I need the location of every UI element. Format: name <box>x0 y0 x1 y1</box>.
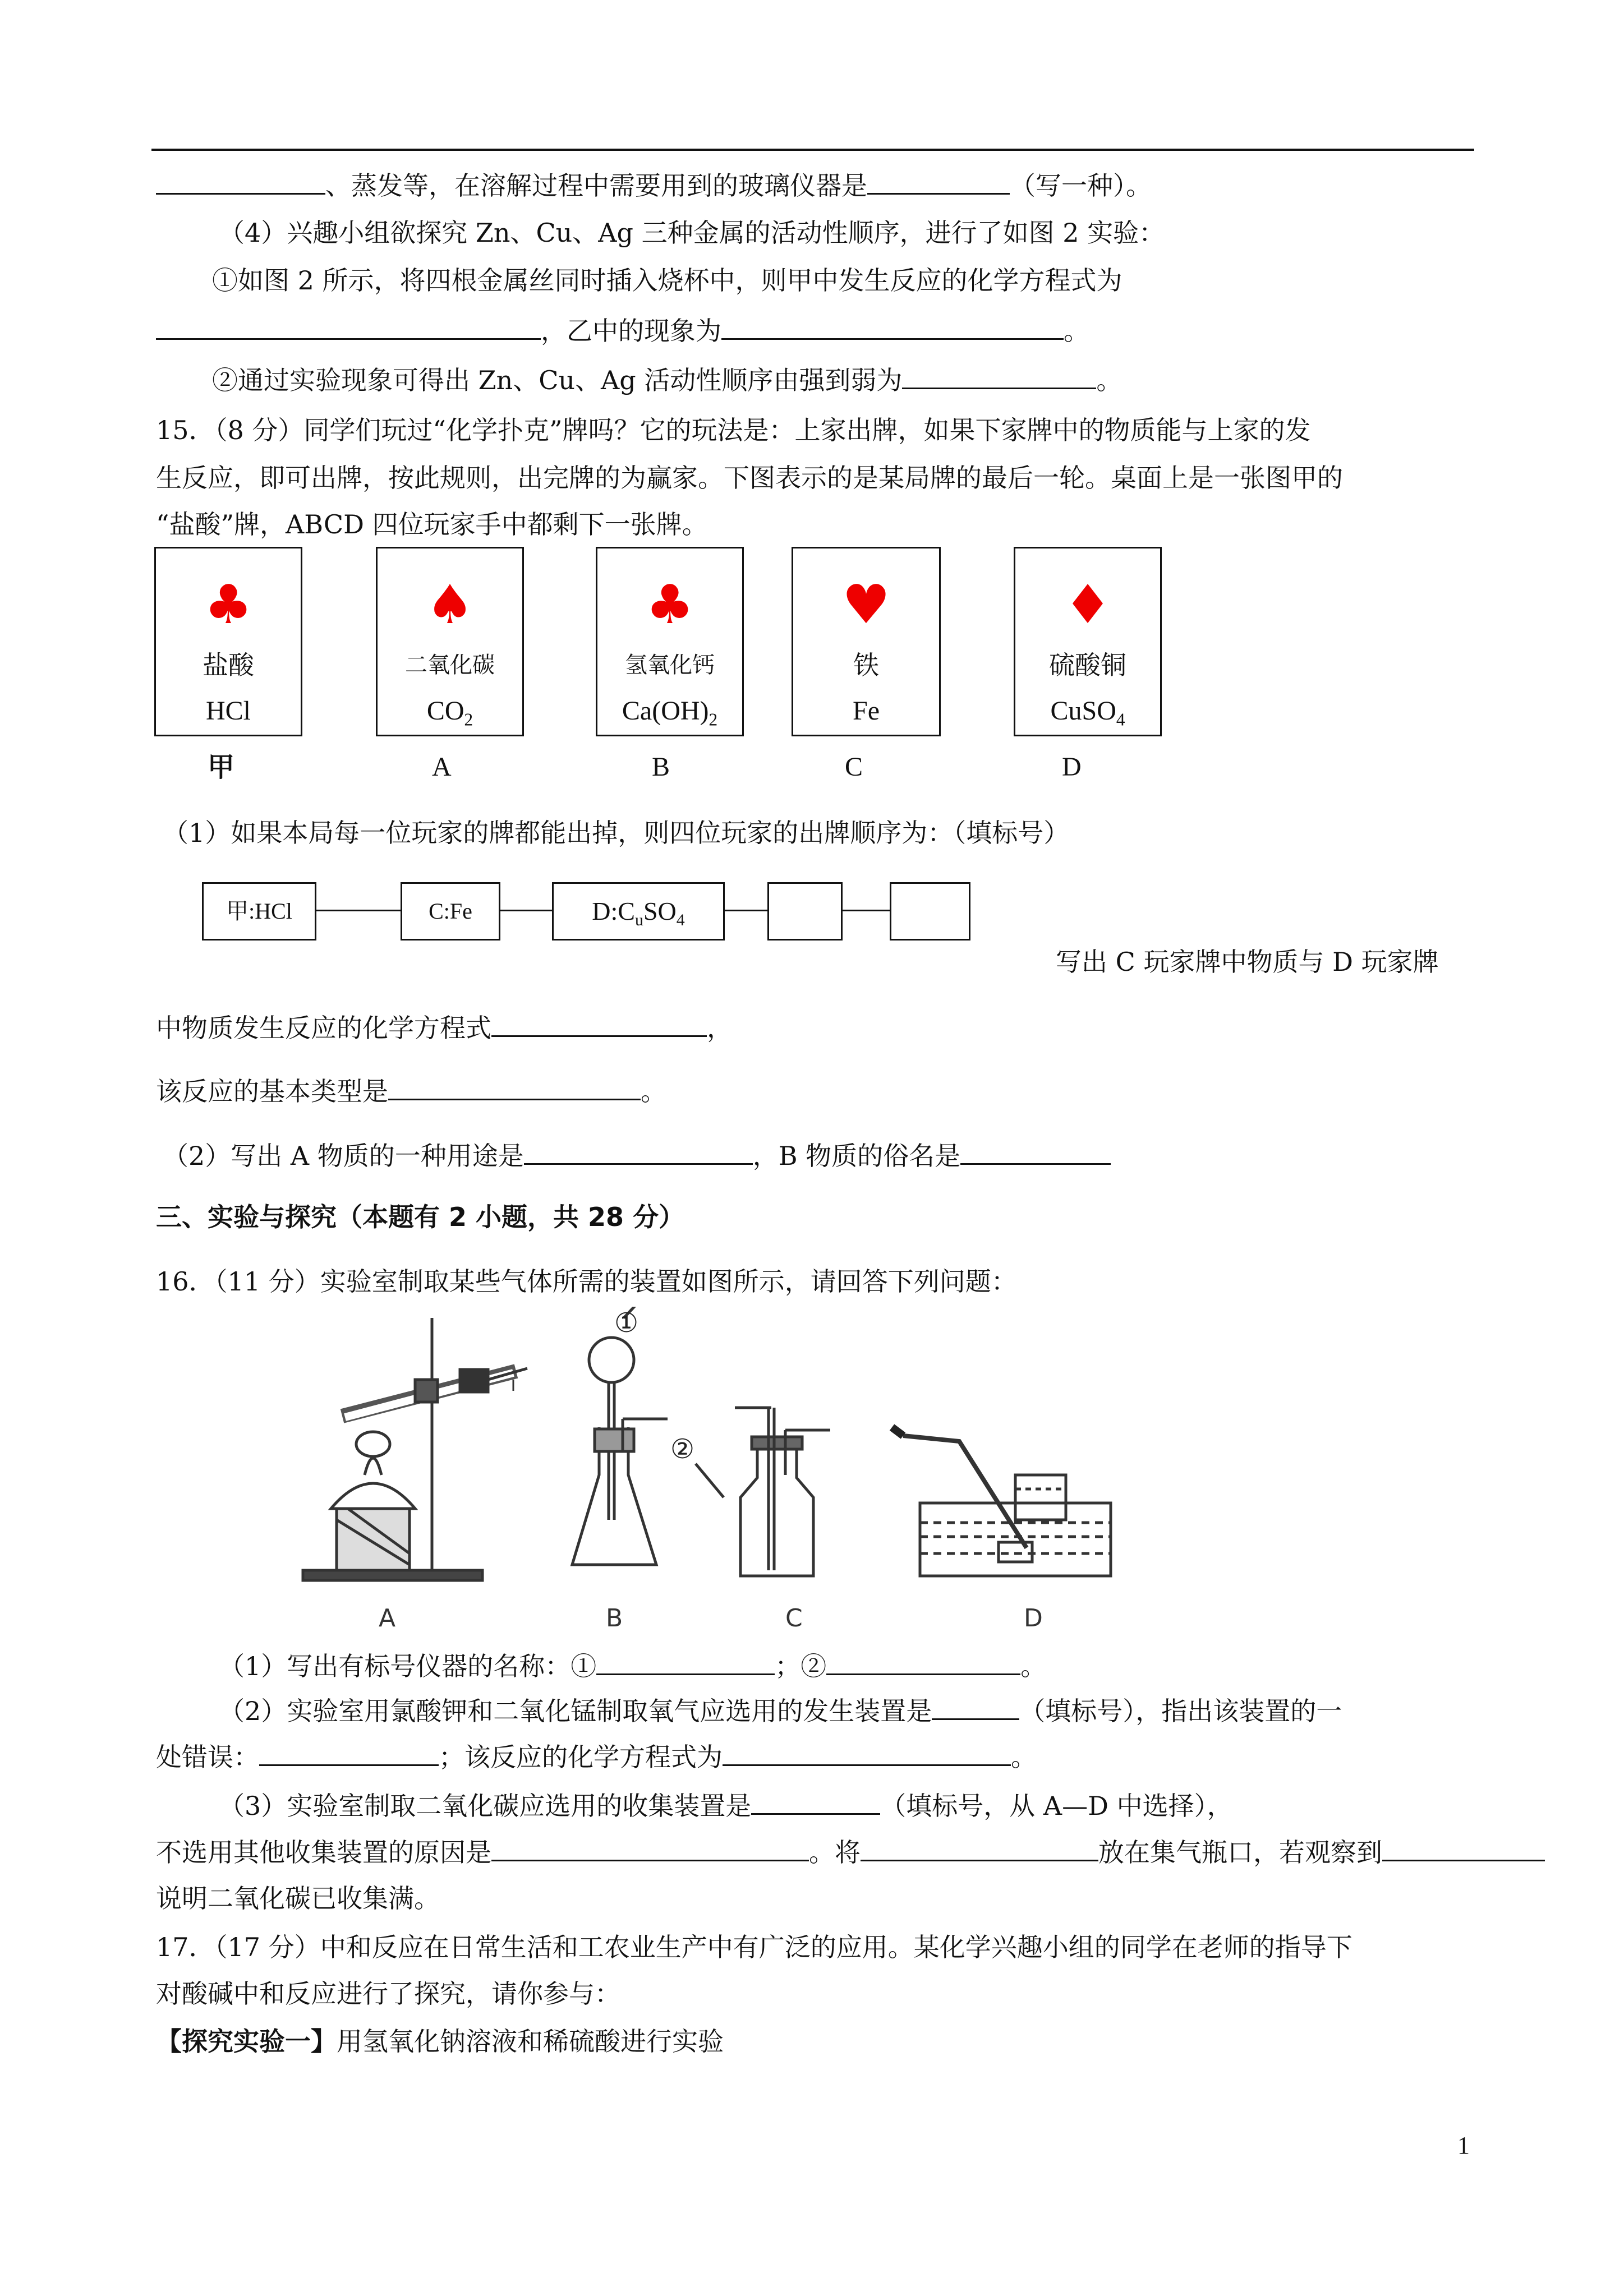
card-c <box>792 547 941 736</box>
answer-blank[interactable] <box>259 1739 439 1766</box>
q14-p4: （4）兴趣小组欲探究 Zn、Cu、Ag 三种金属的活动性顺序，进行了如图 2 实验： <box>219 218 1165 248</box>
card-name: 硫酸铜 <box>1049 650 1126 680</box>
answer-blank[interactable] <box>596 1648 775 1675</box>
q14-p4-1b: ，乙中的现象为 。 <box>156 312 1089 348</box>
answer-blank[interactable] <box>524 1137 753 1165</box>
card-label: D <box>1062 752 1082 782</box>
apparatus-a <box>303 1318 527 1580</box>
q15-p1: （1）如果本局每一位玩家的牌都能出掉，则四位玩家的出牌顺序为：（填标号） <box>163 818 1070 848</box>
answer-blank[interactable] <box>491 1009 707 1037</box>
answer-blank[interactable] <box>388 1073 641 1100</box>
q15-equation: 中物质发生反应的化学方程式 ， <box>156 1009 733 1045</box>
card-name: 二氧化碳 <box>405 652 495 678</box>
header-rule <box>151 149 1474 151</box>
answer-blank[interactable] <box>491 1834 809 1861</box>
diamond-icon: ♦ <box>1063 573 1112 636</box>
q17-intro1: 17．（17 分）中和反应在日常生活和工农业生产中有广泛的应用。某化学兴趣小组的同学在老师的指导下 <box>156 1932 1352 1962</box>
q16-p2-cont: 处错误： ；该反应的化学方程式为 。 <box>156 1739 1037 1774</box>
answer-blank[interactable] <box>902 362 1096 389</box>
card-formula: $CO_2$ <box>426 696 473 730</box>
q16-p3: （3）实验室制取二氧化碳应选用的收集装置是 （填标号，从 A—D 中选择）， <box>219 1787 1233 1823</box>
answer-blank[interactable] <box>861 1834 1098 1861</box>
flow-box-empty[interactable] <box>767 882 843 940</box>
card-name: 氢氧化钙 <box>625 652 715 678</box>
flow-box-c: C:Fe <box>401 882 500 940</box>
apparatus-figure <box>292 1307 1156 1638</box>
q15-write-c-d: 写出 C 玩家牌中物质与 D 玩家牌 <box>1056 947 1439 977</box>
flow-connector <box>316 910 401 911</box>
q16-p1: （1）写出有标号仪器的名称：① ；② 。 <box>219 1648 1046 1683</box>
card-label: A <box>432 752 452 782</box>
answer-blank[interactable] <box>156 312 541 340</box>
q16-p2: （2）实验室用氯酸钾和二氧化锰制取氧气应选用的发生装置是 （填标号），指出该装置的一 <box>219 1693 1342 1728</box>
q17-intro2: 对酸碱中和反应进行了探究，请你参与： <box>156 1979 620 2009</box>
club-icon: ♣ <box>204 573 253 636</box>
apparatus-label: B <box>606 1604 623 1633</box>
section-heading: 三、实验与探究（本题有 2 小题，共 28 分） <box>156 1202 685 1232</box>
q15-p2: （2）写出 A 物质的一种用途是 ，B 物质的俗名是 <box>163 1137 1111 1173</box>
card-b <box>596 547 744 736</box>
card-jia <box>154 547 302 736</box>
card-formula: Fe <box>853 696 880 726</box>
card-label: B <box>652 752 670 782</box>
apparatus-b <box>572 1307 668 1565</box>
q16-p3-end: 说明二氧化碳已收集满。 <box>156 1883 440 1914</box>
q16-intro: 16．（11 分）实验室制取某些气体所需的装置如图所示，请回答下列问题： <box>156 1266 1017 1297</box>
q14-line1: 、蒸发等，在溶解过程中需要用到的玻璃仪器是 （写一种）。 <box>156 167 1152 202</box>
q17-exp1: 【探究实验一】用氢氧化钠溶液和稀硫酸进行实验 <box>156 2026 724 2057</box>
q14-p4-1: ①如图 2 所示，将四根金属丝同时插入烧杯中，则甲中发生反应的化学方程式为 <box>212 265 1122 296</box>
card-name: 盐酸 <box>203 650 254 680</box>
flow-box-d: $D:C_uSO_4$ <box>552 882 725 940</box>
card-name: 铁 <box>853 650 879 680</box>
card-a <box>376 547 524 736</box>
answer-blank[interactable] <box>751 1787 880 1815</box>
q16-p3-cont: 不选用其他收集装置的原因是 。将 放在集气瓶口，若观察到 <box>156 1834 1545 1869</box>
apparatus-c <box>696 1408 830 1576</box>
card-formula: HCl <box>205 696 251 726</box>
answer-blank[interactable] <box>826 1648 1020 1675</box>
instrument-marker-2: ② <box>670 1433 695 1465</box>
answer-blank[interactable] <box>1382 1834 1545 1861</box>
card-formula: CuSO$_4$ <box>1050 696 1125 730</box>
card-d <box>1014 547 1162 736</box>
card-label: C <box>845 752 863 782</box>
q14-p4-2: ②通过实验现象可得出 Zn、Cu、Ag 活动性顺序由强到弱为 。 <box>212 362 1122 397</box>
answer-blank[interactable] <box>721 312 1064 340</box>
flow-connector <box>500 910 552 911</box>
apparatus-label: A <box>379 1604 396 1633</box>
q15-intro1: 15．（8 分）同学们玩过“化学扑克”牌吗？它的玩法是：上家出牌，如果下家牌中的物质能与上家的发 <box>156 415 1311 445</box>
q15-intro3: “盐酸”牌，ABCD 四位玩家手中都剩下一张牌。 <box>156 509 708 540</box>
page-number: 1 <box>1457 2132 1470 2159</box>
apparatus-d <box>892 1427 1111 1576</box>
instrument-marker-1: ① <box>614 1307 639 1339</box>
card-formula: $Ca(OH)_2$ <box>622 696 718 730</box>
flow-connector <box>843 910 890 911</box>
answer-blank[interactable] <box>156 167 325 195</box>
flow-connector <box>725 910 767 911</box>
q15-reaction-type: 该反应的基本类型是 。 <box>156 1073 666 1108</box>
answer-blank[interactable] <box>867 167 1010 195</box>
answer-blank[interactable] <box>723 1739 1011 1766</box>
flow-box-jia: 甲:HCl <box>202 882 316 940</box>
card-label: 甲 <box>208 751 235 783</box>
apparatus-label: C <box>785 1604 803 1633</box>
club-icon: ♣ <box>645 573 694 636</box>
flow-box-empty[interactable] <box>890 882 970 940</box>
spade-icon: ♠ <box>425 573 475 636</box>
heart-icon: ♥ <box>841 573 891 636</box>
answer-blank[interactable] <box>932 1693 1019 1720</box>
apparatus-label: D <box>1024 1604 1043 1633</box>
answer-blank[interactable] <box>960 1137 1111 1165</box>
q15-intro2: 生反应，即可出牌，按此规则，出完牌的为赢家。下图表示的是某局牌的最后一轮。桌面上是一张图甲的 <box>156 463 1343 493</box>
